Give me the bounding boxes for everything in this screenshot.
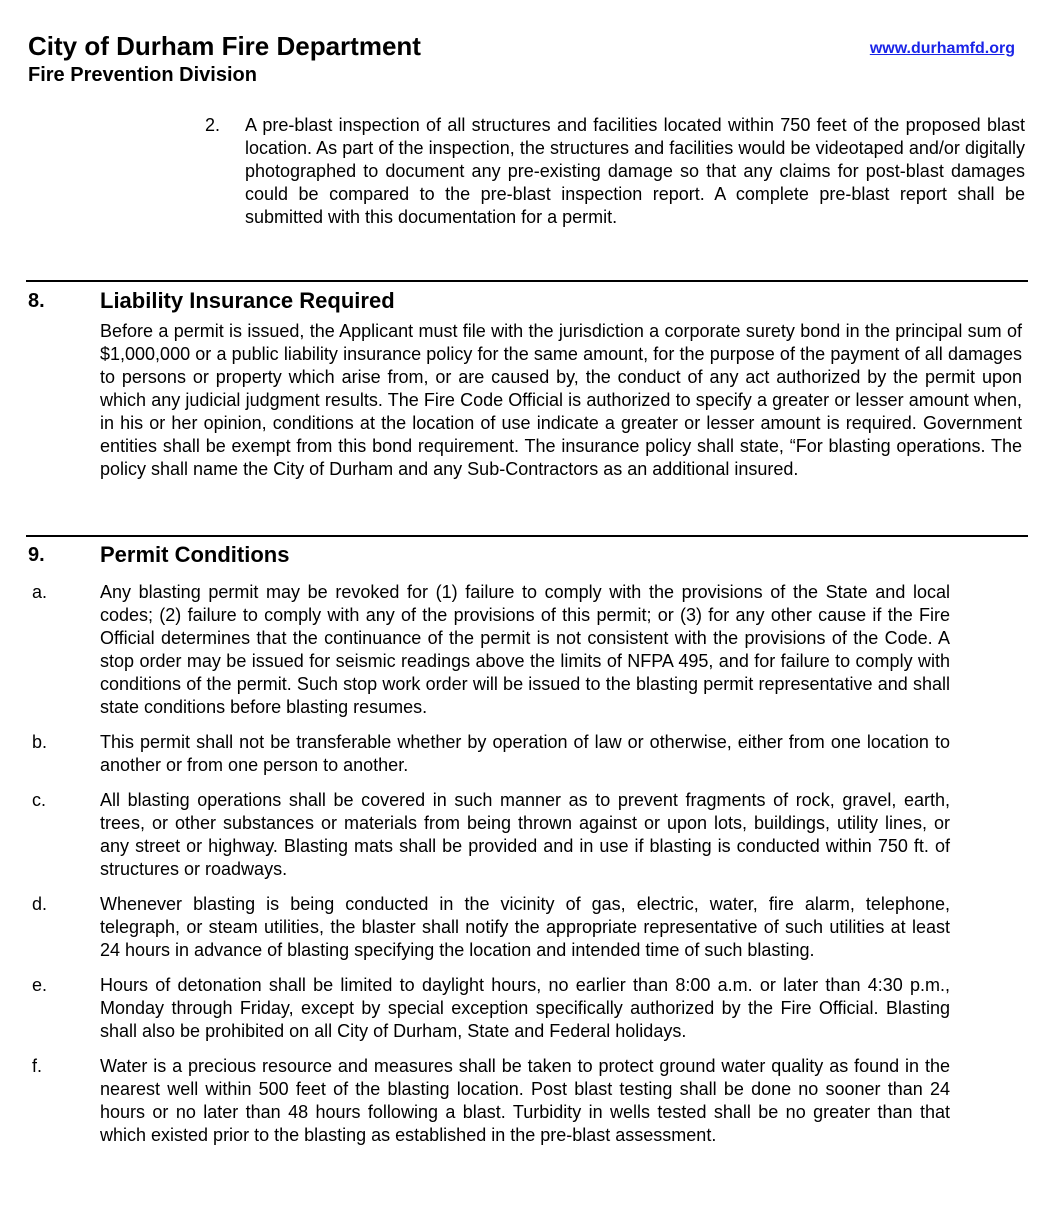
- section-text: Before a permit is issued, the Applicant must file with the jurisdiction a corporate surety bond in the principal sum of $1,000,000 or a public liability insurance policy for the same amount, for the purpose of the payment of all damages to persons or property which arise from, or are caused by, the conduct of any act authorized by the permit upon which any judicial judgment results. The Fire Code Official is authorized to specify a greater or lesser amount when, in his or her opinion, conditions at the location of use indicate a greater or lesser amount is required. Government entities shall be exempt from this bond requirement. The insurance policy shall state, “For blasting operations. The policy shall name the City of Durham and any Sub-Contractors as an additional insured.: [100, 321, 1022, 479]
- condition-item: [28, 789, 1024, 881]
- section-title: Permit Conditions: [100, 542, 290, 567]
- item-letter: b.: [32, 732, 48, 752]
- section-number: 8.: [28, 289, 45, 312]
- condition-item: [28, 974, 1024, 1043]
- item-text: Water is a precious resource and measures shall be taken to protect ground water quality as found in the nearest well within 500 feet of the blasting location. Post blast testing shall be done no sooner than 24 hours or no later than 48 hours following a blast. Turbidity in wells tested shall be no greater than that which existed prior to the blasting as established in the pre-blast assessment.: [100, 1056, 950, 1145]
- document-title: City of Durham Fire Department: [28, 31, 421, 61]
- item-text: Whenever blasting is being conducted in the vicinity of gas, electric, water, fire alarm, telephone, telegraph, or steam utilities, the blaster shall notify the appropriate representative of such utilities at least 24 hours in advance of blasting specifying the location and intended time of such blasting.: [100, 894, 950, 960]
- item-text: Any blasting permit may be revoked for (1) failure to comply with the provisions of the State and local codes; (2) failure to comply with any of the provisions of this permit; or (3) for any other cause if the Fire Official determines that the continuance of the permit is not consistent with the provisions of the Code. A stop order may be issued for seismic readings above the limits of NFPA 495, and for failure to comply with conditions of the permit. Such stop work order will be issued to the blasting permit representative and shall state conditions before blasting resumes.: [100, 582, 950, 717]
- section-8: [28, 286, 1024, 481]
- item-text: Hours of detonation shall be limited to daylight hours, no earlier than 8:00 a.m. or later than 4:30 p.m., Monday through Friday, except by special exception specifically authorized by the Fire Official. Blasting shall also be prohibited on all City of Durham, State and Federal holidays.: [100, 975, 950, 1041]
- conditions-list: [28, 581, 1024, 1147]
- website-link[interactable]: www.durhamfd.org: [869, 40, 1015, 57]
- item-letter: e.: [32, 975, 48, 995]
- section-number: 9.: [28, 543, 45, 566]
- condition-item: [28, 731, 1024, 777]
- section-9: [28, 540, 1024, 1159]
- condition-item: [28, 1055, 1024, 1147]
- section-divider: [26, 535, 1028, 537]
- item-letter: c.: [32, 790, 47, 810]
- section-divider: [26, 280, 1028, 282]
- condition-item: [28, 893, 1024, 962]
- document-subtitle: Fire Prevention Division: [28, 64, 257, 86]
- item-number: 2.: [205, 115, 221, 135]
- section-title: Liability Insurance Required: [100, 288, 395, 313]
- item-letter: a.: [32, 582, 48, 602]
- list-item-2: [205, 114, 1025, 229]
- item-letter: f.: [32, 1056, 43, 1076]
- condition-item: [28, 581, 1024, 719]
- item-text: This permit shall not be transferable whether by operation of law or otherwise, either from one location to another or from one person to another.: [100, 732, 950, 775]
- item-letter: d.: [32, 894, 48, 914]
- item-text: All blasting operations shall be covered in such manner as to prevent fragments of rock, gravel, earth, trees, or other substances or materials from being thrown against or upon lots, buildings, utility lines, or any street or highway. Blasting mats shall be provided and in use if blasting is conducted within 750 ft. of structures or roadways.: [100, 790, 950, 879]
- item-text: A pre-blast inspection of all structures and facilities located within 750 feet of the proposed blast location. As part of the inspection, the structures and facilities would be videotaped and/or digitally photographed to document any pre-existing damage so that any claims for post-blast damages could be compared to the pre-blast inspection report. A complete pre-blast report shall be submitted with this documentation for a permit.: [245, 115, 1025, 227]
